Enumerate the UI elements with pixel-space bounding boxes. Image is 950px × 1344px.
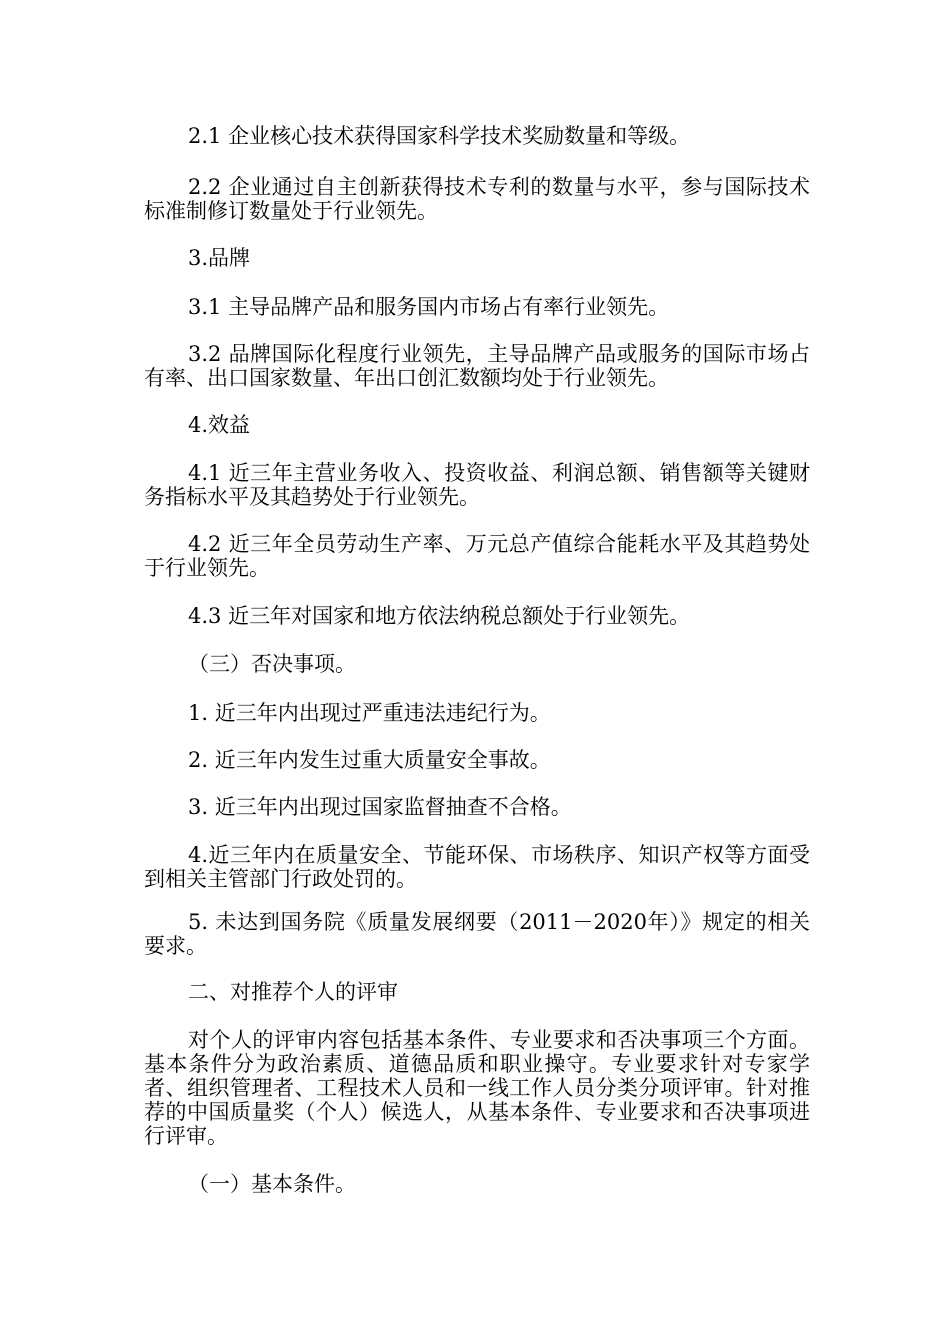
- paragraph-3-2: 3.2 品牌国际化程度行业领先，主导品牌产品或服务的国际市场占有率、出口国家数量、年出口创汇数额均处于行业领先。: [144, 342, 810, 390]
- veto-item-1: 1. 近三年内出现过严重违法违纪行为。: [188, 701, 551, 725]
- section-heading-individual-review: 二、对推荐个人的评审: [188, 980, 398, 1004]
- paragraph-4-3: 4.3 近三年对国家和地方依法纳税总额处于行业领先。: [188, 604, 691, 628]
- veto-item-5: 5. 未达到国务院《质量发展纲要（2011－2020年）》规定的相关要求。: [144, 910, 810, 958]
- veto-item-4: 4.近三年内在质量安全、节能环保、市场秩序、知识产权等方面受到相关主管部门行政处罚的。: [144, 843, 810, 891]
- heading-veto-items: （三）否决事项。: [188, 652, 356, 676]
- paragraph-4-1: 4.1 近三年主营业务收入、投资收益、利润总额、销售额等关键财务指标水平及其趋势处于行业领先。: [144, 461, 810, 509]
- heading-brand: 3.品牌: [188, 246, 251, 270]
- paragraph-individual-review: 对个人的评审内容包括基本条件、专业要求和否决事项三个方面。基本条件分为政治素质、道德品质和职业操守。专业要求针对专家学者、组织管理者、工程技术人员和一线工作人员分类分项评审。针对推荐的中国质量奖（个人）候选人，从基本条件、专业要求和否决事项进行评审。: [144, 1028, 810, 1148]
- paragraph-2-1: 2.1 企业核心技术获得国家科学技术奖励数量和等级。: [188, 124, 691, 148]
- veto-item-3: 3. 近三年内出现过国家监督抽查不合格。: [188, 795, 572, 819]
- heading-benefit: 4.效益: [188, 413, 251, 437]
- veto-item-2: 2. 近三年内发生过重大质量安全事故。: [188, 748, 551, 772]
- paragraph-4-2: 4.2 近三年全员劳动生产率、万元总产值综合能耗水平及其趋势处于行业领先。: [144, 532, 810, 580]
- paragraph-2-2: 2.2 企业通过自主创新获得技术专利的数量与水平，参与国际技术标准制修订数量处于行业领先。: [144, 175, 810, 223]
- paragraph-3-1: 3.1 主导品牌产品和服务国内市场占有率行业领先。: [188, 295, 670, 319]
- heading-basic-conditions: （一）基本条件。: [188, 1172, 356, 1196]
